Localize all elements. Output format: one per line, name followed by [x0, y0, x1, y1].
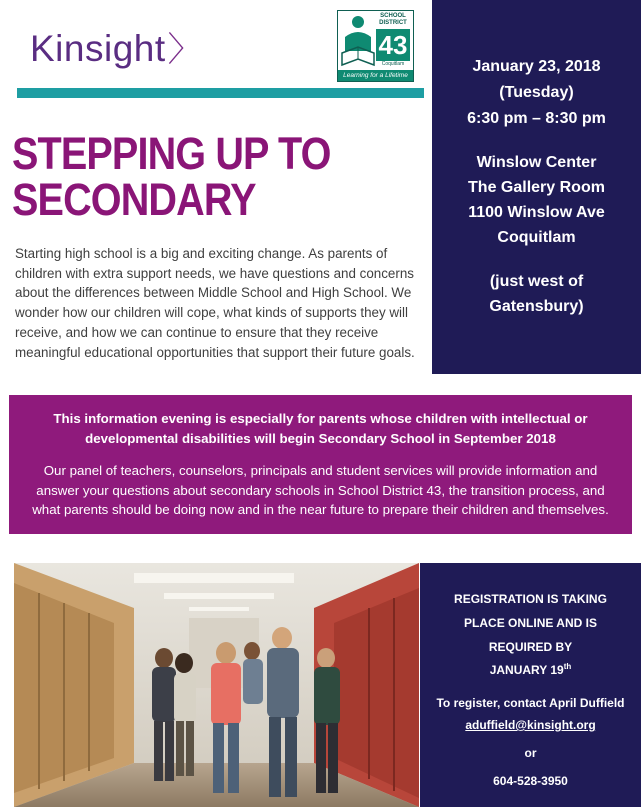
- registration-deadline-suffix: th: [563, 662, 572, 671]
- info-banner: [9, 395, 632, 534]
- students-hallway-image: [14, 563, 419, 807]
- registration-contact: To register, contact April Duffield: [436, 696, 625, 710]
- page-title: [12, 128, 364, 225]
- event-details-panel: [432, 0, 641, 374]
- registration-panel: [420, 563, 641, 807]
- registration-deadline: [420, 662, 641, 677]
- title-line-2: SECONDARY: [12, 174, 256, 225]
- info-body: [19, 461, 622, 520]
- teal-divider: [17, 88, 424, 98]
- info-highlight-line-2: developmental disabilities will begin Secondary School in September 2018: [85, 431, 556, 446]
- info-body-line-3: what parents should be doing now and in the near future to prepare their children and themselves.: [32, 502, 609, 517]
- info-body-line-2: answer your questions about secondary schools in School District 43, the transition process, and: [36, 482, 605, 498]
- event-venue: Winslow Center: [476, 154, 597, 171]
- kinsight-logo-text: Kinsight: [30, 28, 166, 69]
- sd-logo-label: SCHOOL DISTRICT: [379, 13, 407, 26]
- info-body-line-1: Our panel of teachers, counselors, principals and student services will provide information and: [43, 463, 598, 478]
- registration-phone: 604-528-3950: [493, 774, 568, 788]
- sd-logo-tagline: Learning for a Lifetime: [338, 70, 413, 81]
- event-time: 6:30 pm – 8:30 pm: [467, 110, 606, 127]
- school-district-logo: [337, 10, 414, 82]
- registration-or: or: [524, 746, 537, 760]
- sd-logo-city: Coquitlam: [381, 61, 405, 67]
- registration-line-3: REQUIRED BY: [488, 640, 573, 654]
- event-directions-2: Gatensbury): [489, 298, 584, 315]
- event-address: 1100 Winslow Ave: [468, 204, 605, 221]
- info-highlight-line-1: This information evening is especially for parents whose children with intellectual or: [53, 411, 588, 426]
- event-directions-1: (just west of: [489, 273, 584, 290]
- hallway-photo: [14, 563, 419, 807]
- event-room: The Gallery Room: [468, 179, 605, 196]
- kinsight-logo: [30, 22, 202, 71]
- chevron-right-icon: 〉: [167, 31, 203, 69]
- registration-line-2: PLACE ONLINE AND IS: [464, 616, 597, 630]
- event-day: (Tuesday): [499, 84, 574, 101]
- intro-paragraph: Starting high school is a big and exciting change. As parents of children with extra support needs, we have questions and concerns about the differences between Middle School and High School. We wonder how our children will cope, what kinds of supports they will receive, and how we can continue to ensure that they receive meaningful educational opportunities that support their future goals.: [15, 246, 415, 360]
- people-reading-icon: [339, 13, 377, 68]
- registration-deadline-text: JANUARY 19: [489, 663, 564, 677]
- sd-logo-number: 43: [376, 29, 410, 61]
- registration-email-link[interactable]: aduffield@kinsight.org: [465, 718, 596, 732]
- event-city: Coquitlam: [497, 229, 576, 246]
- title-line-1: STEPPING UP TO: [12, 128, 331, 179]
- info-highlight: [19, 409, 622, 449]
- registration-line-1: REGISTRATION IS TAKING: [454, 592, 607, 606]
- event-date: January 23, 2018: [472, 58, 601, 75]
